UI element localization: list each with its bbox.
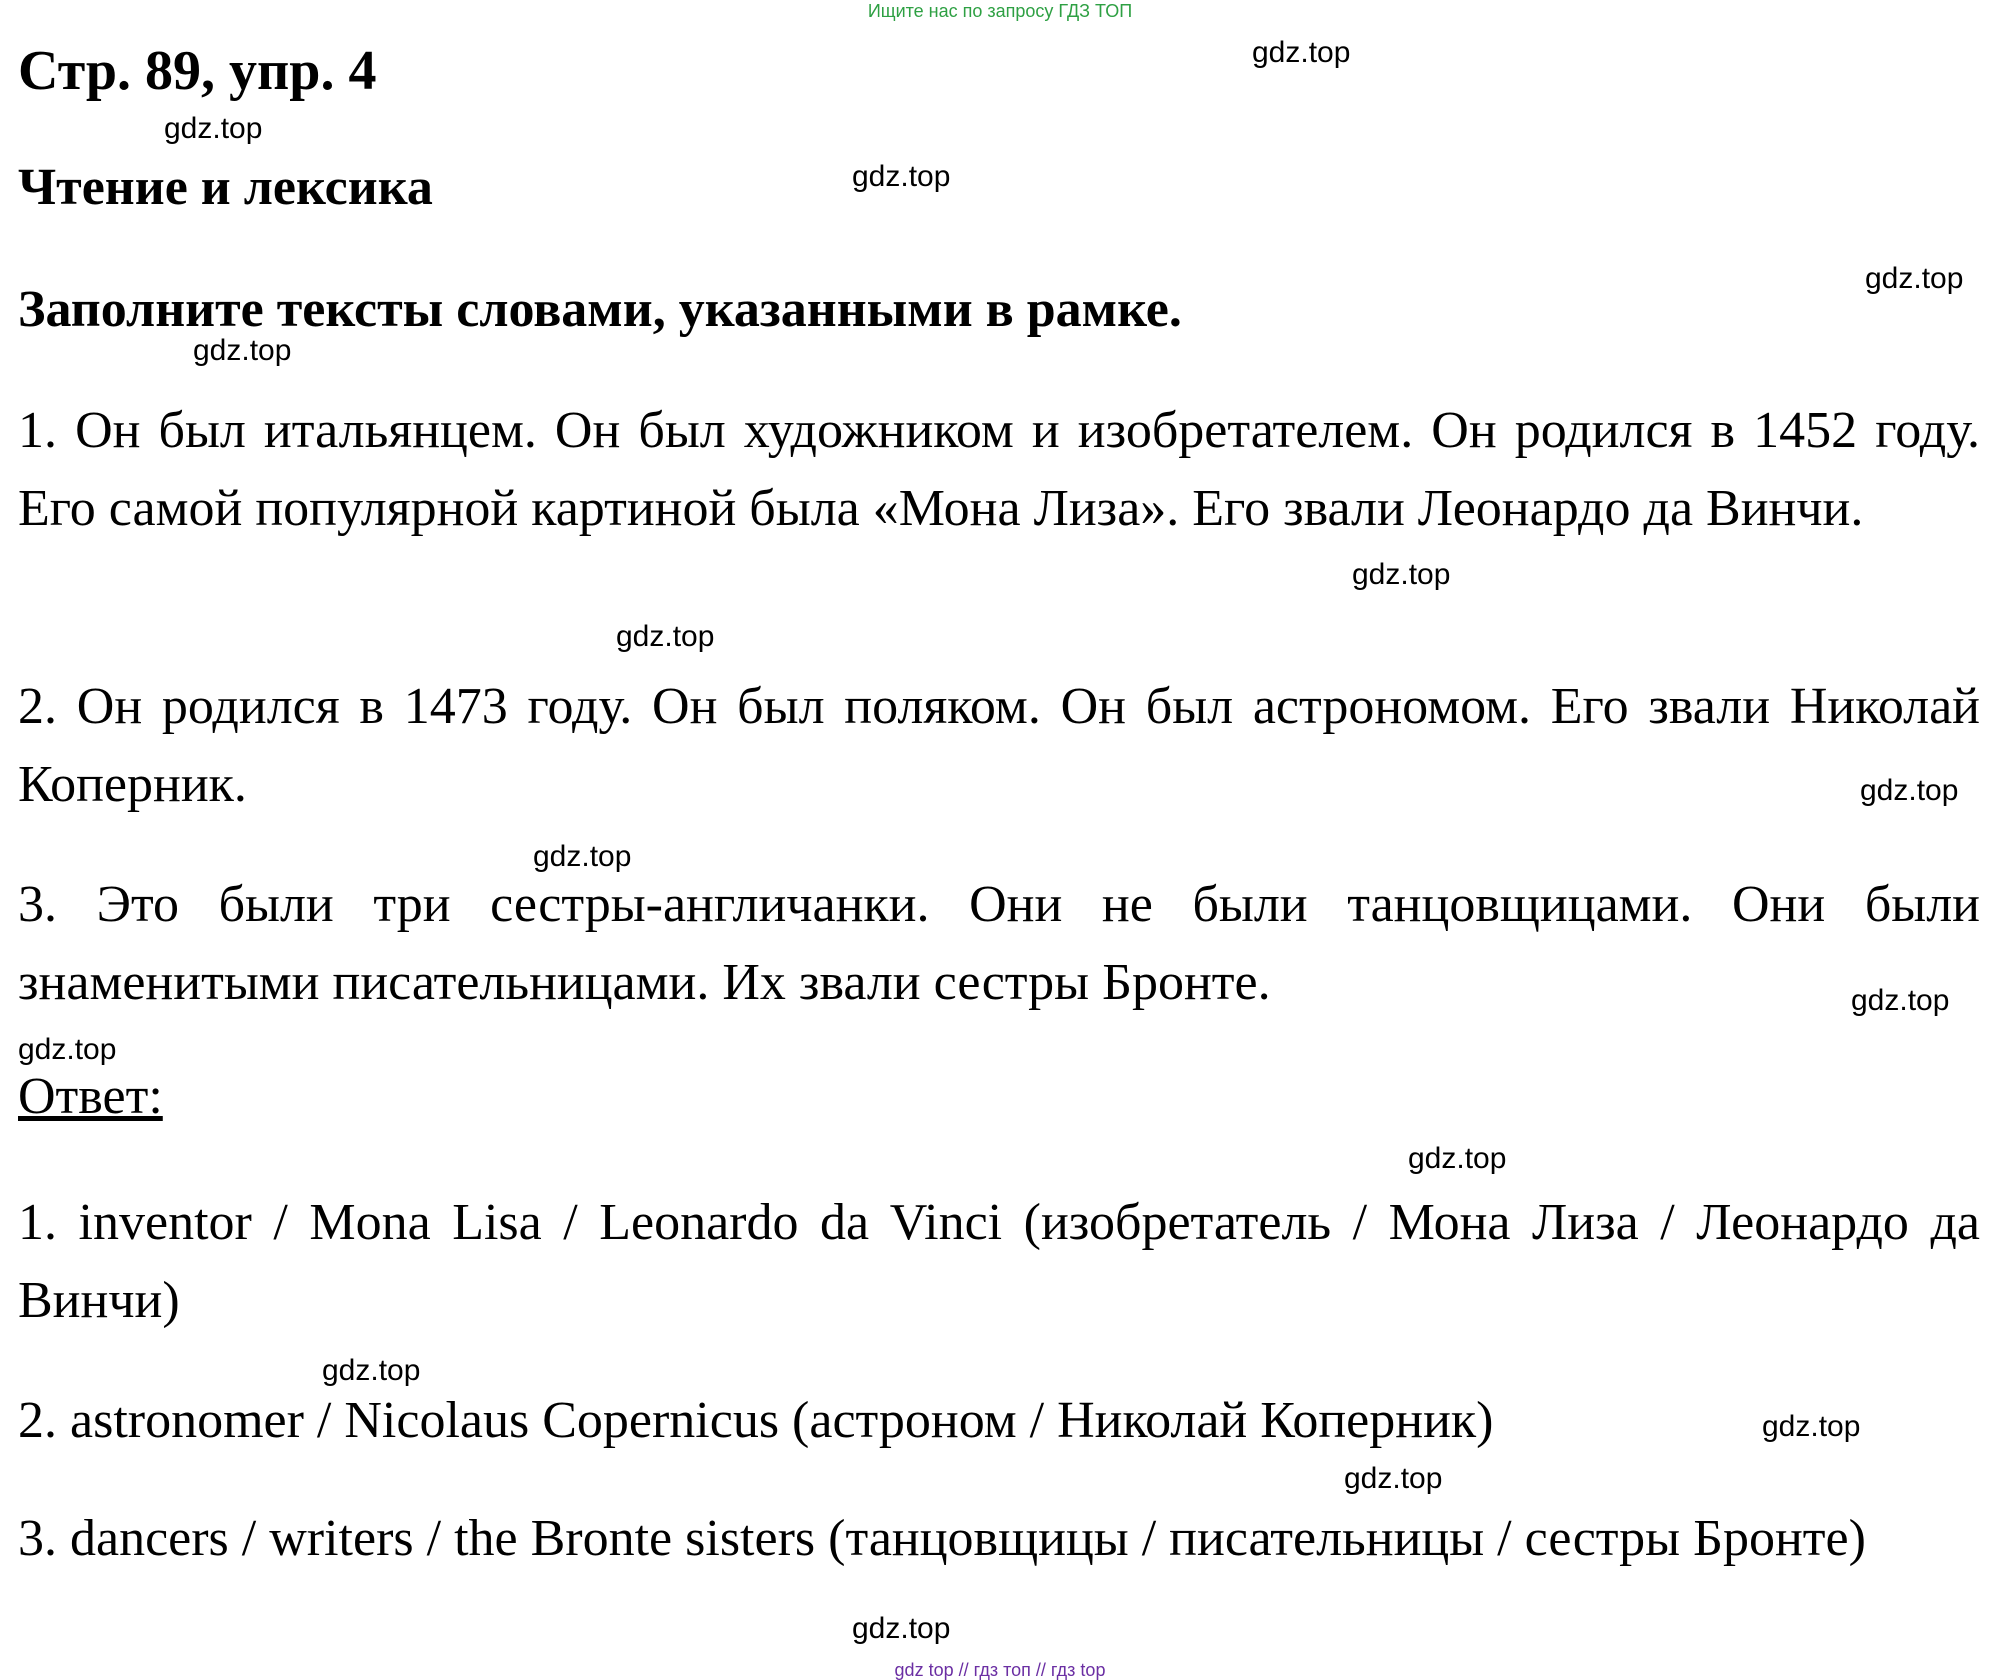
watermark: gdz.top — [852, 160, 951, 193]
answer-label: Ответ: — [18, 1068, 163, 1125]
text-paragraph-2: 2. Он родился в 1473 году. Он был поляком. Он был астрономом. Его звали Николай Коперник. — [18, 678, 1980, 813]
answer-1: 1. inventor / Mona Lisa / Leonardo da Vinci (изобретатель / Мона Лиза / Леонардо да Винчи) — [18, 1194, 1980, 1329]
answer-2: 2. astronomer / Nicolaus Copernicus (астроном / Николай Коперник) — [18, 1392, 1494, 1449]
watermark: gdz.top — [1352, 558, 1451, 591]
watermark: gdz.top — [18, 1033, 117, 1066]
bottom-banner: gdz top // гдз топ // гдз top — [894, 1660, 1106, 1680]
watermark: gdz.top — [1865, 262, 1964, 295]
text-paragraph-3: 3. Это были три сестры-англичанки. Они не были танцовщицами. Они были знаменитыми писательницами. Их звали сестры Бронте. — [18, 876, 1980, 1011]
watermark: gdz.top — [1762, 1410, 1861, 1443]
watermark: gdz.top — [1851, 984, 1950, 1017]
watermark: gdz.top — [1344, 1462, 1443, 1495]
watermark: gdz.top — [164, 112, 263, 145]
watermark: gdz.top — [852, 1612, 951, 1645]
page-title: Стр. 89, упр. 4 — [18, 40, 377, 102]
text-paragraph-1: 1. Он был итальянцем. Он был художником и изобретателем. Он родился в 1452 году. Его самой популярной картиной была «Мона Лиза». Его звали Леонардо да Винчи. — [18, 402, 1980, 537]
watermark: gdz.top — [616, 620, 715, 653]
watermark: gdz.top — [1252, 36, 1351, 69]
watermark: gdz.top — [322, 1354, 421, 1387]
task-instruction: Заполните тексты словами, указанными в рамке. — [18, 281, 1182, 338]
watermark: gdz.top — [1860, 774, 1959, 807]
watermark: gdz.top — [193, 334, 292, 367]
watermark: gdz.top — [533, 840, 632, 873]
watermark: gdz.top — [1408, 1142, 1507, 1175]
top-banner: Ищите нас по запросу ГДЗ ТОП — [867, 1, 1133, 21]
section-heading: Чтение и лексика — [18, 159, 433, 216]
answer-3: 3. dancers / writers / the Bronte sisters (танцовщицы / писательницы / сестры Бронте) — [18, 1510, 1866, 1567]
